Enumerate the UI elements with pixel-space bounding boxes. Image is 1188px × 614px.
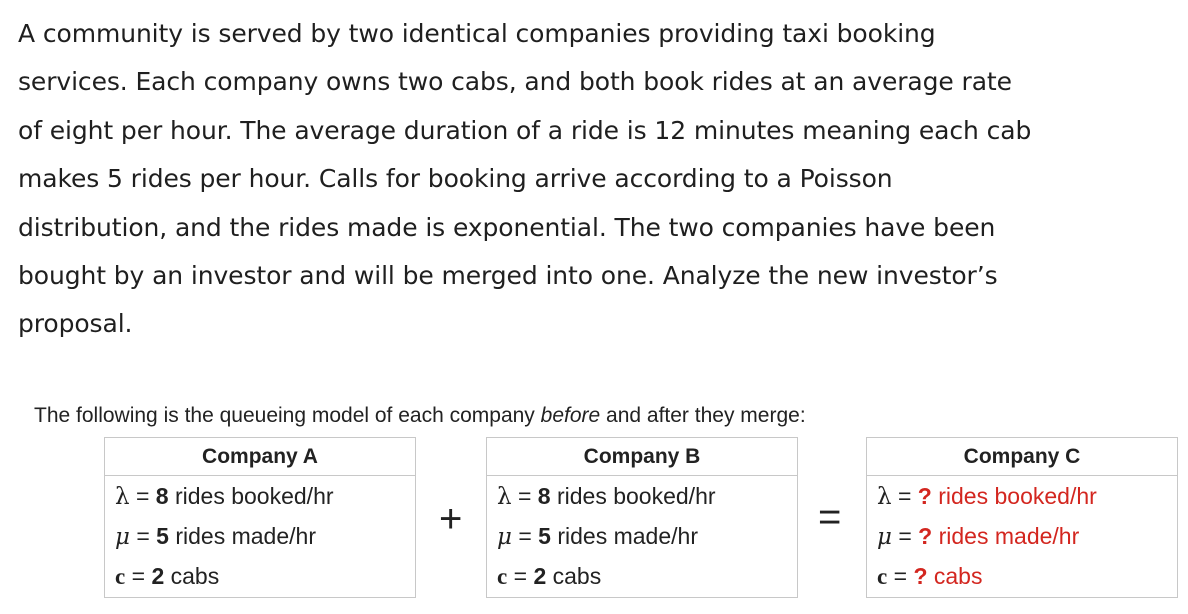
equals-sign: =: [129, 523, 157, 549]
equals-operator: =: [818, 495, 842, 539]
equals-sign: =: [125, 563, 152, 589]
lambda-row: [105, 476, 415, 516]
c-value: 2: [151, 563, 165, 589]
lambda-unit: rides booked/hr: [168, 483, 334, 509]
mu-symbol: μ: [497, 524, 512, 550]
equals-sign: =: [507, 563, 534, 589]
equals-sign: =: [511, 483, 538, 509]
c-row: [105, 556, 415, 596]
c-value: 2: [533, 563, 547, 589]
c-value: ?: [913, 563, 928, 589]
c-symbol: c: [115, 564, 126, 589]
plus-operator: +: [439, 497, 463, 541]
company-b-box: [486, 437, 798, 598]
c-unit: cabs: [164, 563, 220, 589]
intro-text-start: The following is the queueing model of each company: [34, 404, 541, 427]
mu-unit: rides made/hr: [932, 523, 1080, 549]
mu-symbol: μ: [115, 524, 130, 550]
paragraph-line: of eight per hour. The average duration of a ride is 12 minutes meaning each cab: [18, 115, 1032, 145]
paragraph-line: makes 5 rides per hour. Calls for booking arrive according to a Poisson: [18, 164, 893, 194]
paragraph-line: proposal.: [18, 309, 133, 339]
equals-sign: =: [891, 523, 919, 549]
lambda-unit: rides booked/hr: [931, 483, 1097, 509]
lambda-symbol: λ: [497, 484, 512, 510]
lambda-unit: rides booked/hr: [550, 483, 716, 509]
lambda-value: ?: [917, 483, 932, 509]
mu-value: 5: [538, 523, 551, 549]
paragraph-line: A community is served by two identical companies providing taxi booking: [18, 19, 936, 48]
mu-value: 5: [156, 523, 169, 549]
lambda-row: [487, 476, 797, 516]
company-name: Company A: [105, 438, 415, 476]
lambda-symbol: λ: [115, 484, 130, 510]
intro-emphasis: before: [540, 404, 601, 427]
company-name: Company B: [487, 438, 797, 476]
equals-sign: =: [891, 483, 918, 509]
paragraph-line: services. Each company owns two cabs, and both book rides at an average rate: [18, 67, 1012, 97]
lambda-row: [867, 476, 1177, 516]
company-c-box: [866, 437, 1178, 598]
c-row: [487, 556, 797, 596]
lambda-value: 8: [537, 483, 551, 509]
paragraph-line: bought by an investor and will be merged into one. Analyze the new investor’s: [18, 261, 998, 291]
lambda-symbol: λ: [877, 484, 892, 510]
mu-row: [867, 516, 1177, 556]
paragraph-line: distribution, and the rides made is exponential. The two companies have been: [18, 212, 996, 242]
mu-value: ?: [918, 523, 933, 549]
company-a-box: [104, 437, 416, 598]
equals-sign: =: [511, 523, 539, 549]
c-unit: cabs: [546, 563, 602, 589]
mu-unit: rides made/hr: [550, 523, 698, 549]
intro-text-end: and after they merge:: [600, 404, 806, 427]
company-name: Company C: [867, 438, 1177, 476]
mu-unit: rides made/hr: [168, 523, 316, 549]
mu-symbol: μ: [877, 524, 892, 550]
mu-row: [487, 516, 797, 556]
problem-paragraph: [18, 10, 1178, 349]
mu-row: [105, 516, 415, 556]
c-row: [867, 556, 1177, 596]
equals-sign: =: [887, 563, 914, 589]
c-unit: cabs: [927, 563, 983, 589]
c-symbol: c: [497, 564, 508, 589]
model-intro: [34, 404, 806, 428]
lambda-value: 8: [155, 483, 169, 509]
equals-sign: =: [129, 483, 156, 509]
c-symbol: c: [877, 564, 888, 589]
